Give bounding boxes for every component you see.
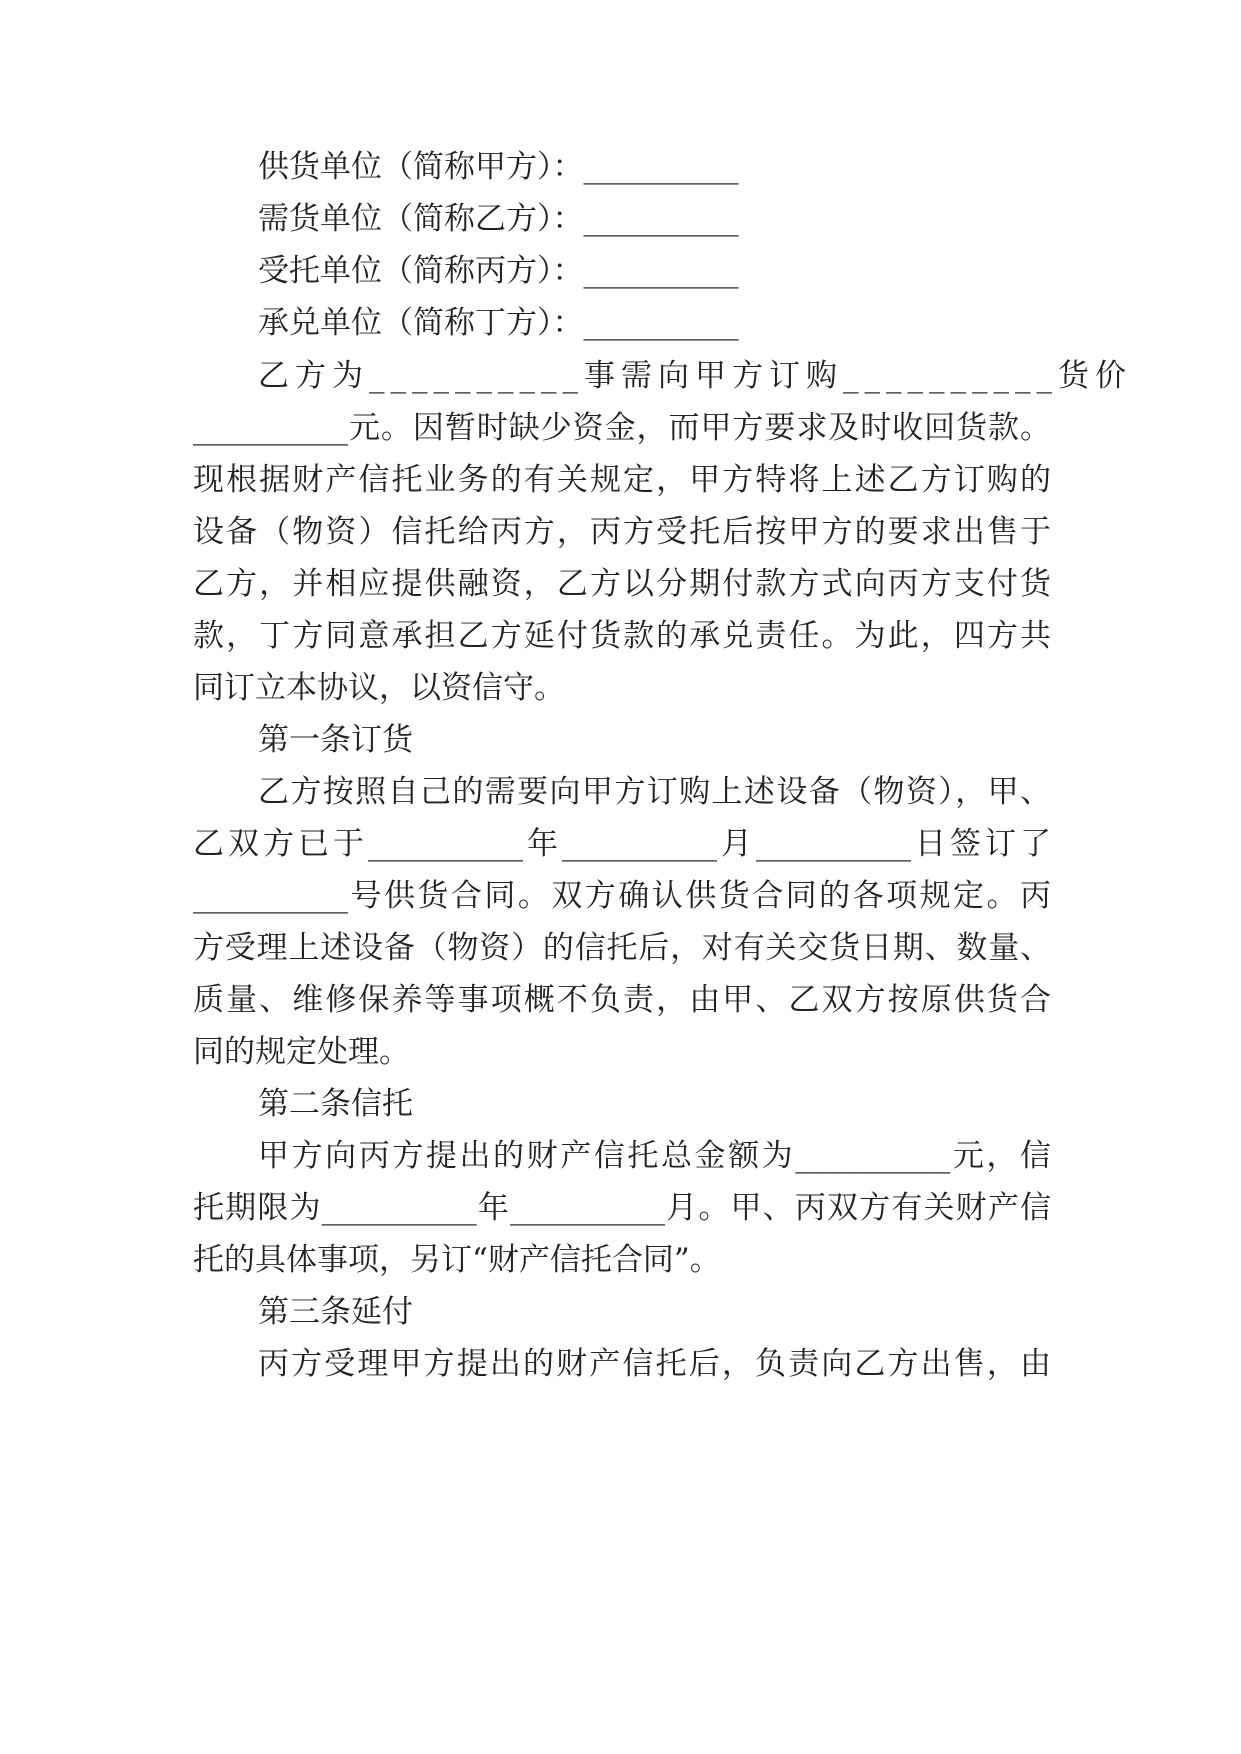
article-1-title: 第一条订货: [258, 722, 413, 758]
article-1-line: 乙方按照自己的需要向甲方订购上述设备（物资），甲、: [258, 774, 1051, 810]
article-2-title: 第二条信托: [258, 1086, 413, 1122]
party-supplier: 供货单位（简称甲方）：__________: [258, 149, 739, 185]
preamble-line: 设备（物资）信托给丙方，丙方受托后按甲方的要求出售于: [193, 514, 1051, 550]
article-3-title: 第三条延付: [258, 1294, 413, 1330]
article-2-line: 托的具体事项，另订“财产信托合同”。: [193, 1242, 721, 1278]
preamble-line: 乙方为__________事需向甲方订购__________货价: [258, 358, 1132, 394]
article-1-line: 质量、维修保养等事项概不负责，由甲、乙双方按原供货合: [193, 982, 1051, 1018]
article-2-line: 甲方向丙方提出的财产信托总金额为__________元，信: [258, 1138, 1051, 1174]
party-acceptor: 承兑单位（简称丁方）：__________: [258, 305, 739, 341]
article-3-line: 丙方受理甲方提出的财产信托后，负责向乙方出售，由: [258, 1346, 1051, 1382]
preamble-line: 现根据财产信托业务的有关规定，甲方特将上述乙方订购的: [193, 462, 1051, 498]
article-1-line: 同的规定处理。: [193, 1034, 410, 1070]
preamble-line: __________元。因暂时缺少资金，而甲方要求及时收回货款。: [193, 410, 1051, 446]
article-1-line: 乙双方已于__________年__________月__________日签订了: [193, 826, 1051, 862]
preamble-line: 款，丁方同意承担乙方延付货款的承兑责任。为此，四方共: [193, 618, 1051, 654]
party-trustee: 受托单位（简称丙方）：__________: [258, 253, 739, 289]
preamble-line: 乙方，并相应提供融资，乙方以分期付款方式向丙方支付货: [193, 566, 1051, 602]
article-2-line: 托期限为__________年__________月。甲、丙双方有关财产信: [193, 1190, 1051, 1226]
party-buyer: 需货单位（简称乙方）：__________: [258, 201, 739, 237]
article-1-line: __________号供货合同。双方确认供货合同的各项规定。丙: [193, 878, 1051, 914]
article-1-line: 方受理上述设备（物资）的信托后，对有关交货日期、数量、: [193, 930, 1051, 966]
preamble-line: 同订立本协议，以资信守。: [193, 670, 565, 706]
